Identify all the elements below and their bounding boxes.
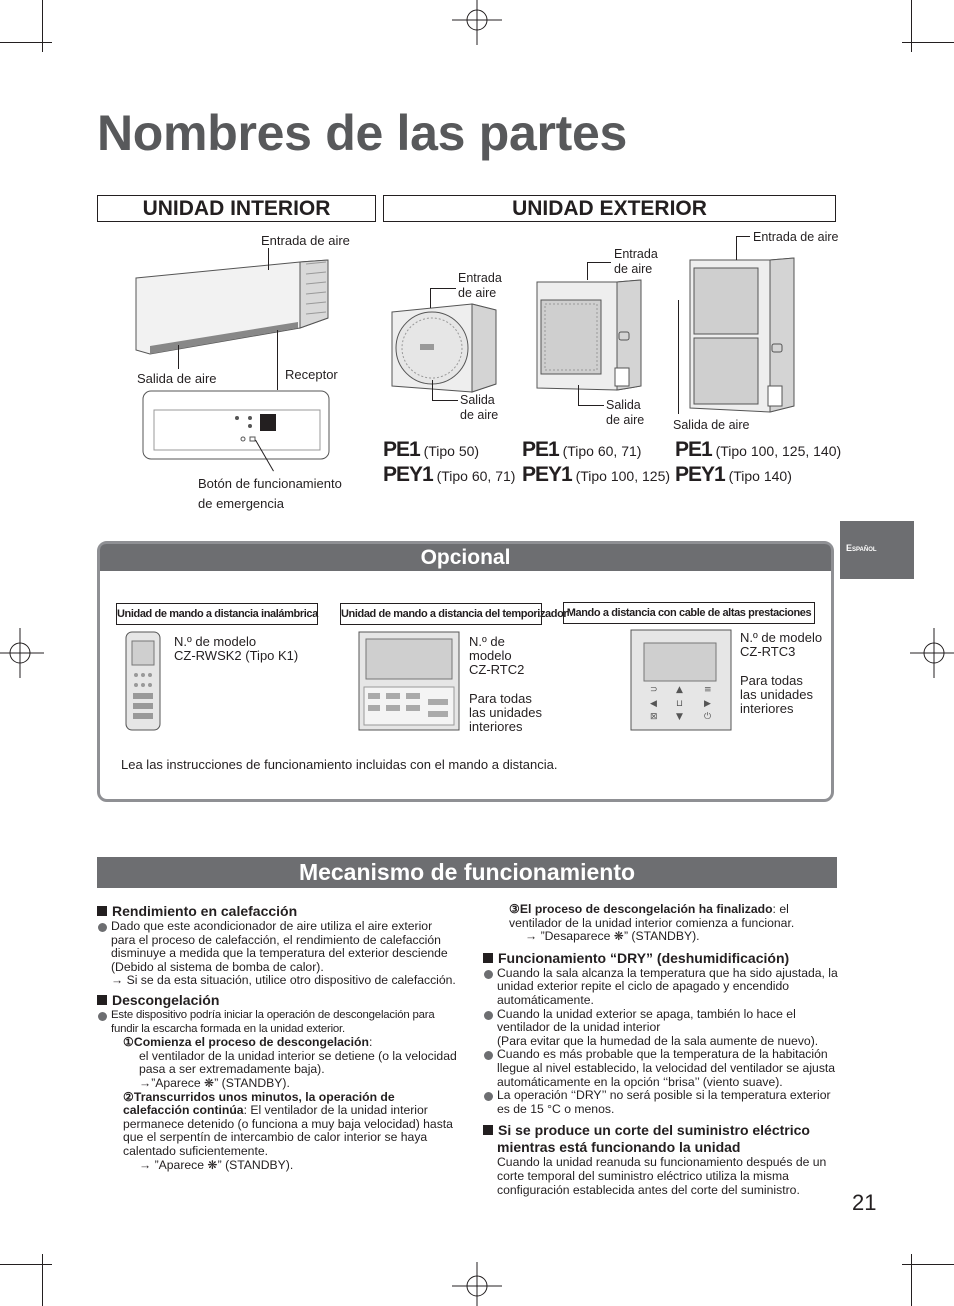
optional-model-label: N.º de modelo [174, 634, 257, 649]
indoor-unit-header: UNIDAD INTERIOR [97, 195, 376, 222]
outdoor-unit-small [390, 300, 500, 395]
optional-applicability: interiores [740, 701, 794, 716]
optional-model-label: modelo [469, 648, 512, 663]
optional-model-number: CZ-RTC3 [740, 644, 796, 659]
step-text: : El ventilador de la unidad interior permanece detenido (o funciona a muy baja velocidad) hasta que el serpentín de intercambio de calor interior se haya calentado suficientemente. [123, 1103, 453, 1158]
dry-note: (Para evitar que la humedad de la sala aumente de nuevo). [497, 1033, 819, 1048]
crop-mark [911, 0, 912, 52]
leader-line [587, 262, 611, 263]
leader-line [430, 288, 431, 308]
language-tab-label: Español [846, 543, 877, 553]
mechanism-header: Mecanismo de funcionamiento [97, 857, 837, 888]
optional-applicability: Para todas [469, 691, 532, 706]
optional-header: Opcional [100, 544, 831, 571]
registration-mark [0, 628, 44, 678]
optional-applicability: las unidades [469, 705, 542, 720]
language-tab [840, 521, 914, 579]
svg-text:⊔: ⊔ [676, 699, 684, 709]
outdoor2-outlet-label-1: Salida [606, 398, 641, 412]
defrost-step-1: ①Comienza el proceso de descongelación: [123, 1035, 373, 1050]
model-type: (Tipo 60, 71) [562, 443, 642, 459]
optional-applicability: Para todas [740, 673, 803, 688]
leader-line [178, 345, 179, 369]
model-pe: PE1 [522, 438, 559, 461]
dry-title [483, 950, 841, 967]
leader-line [268, 248, 269, 270]
wireless-remote-illustration [124, 631, 162, 731]
model-line-3-pey [675, 465, 792, 486]
heading-text: Funcionamiento “DRY” (deshumidificación) [498, 949, 790, 966]
optional-item-title: Mando a distancia con cable de altas prestaciones [563, 602, 815, 624]
model-type: (Tipo 100, 125) [575, 468, 671, 484]
square-bullet-icon [97, 906, 107, 916]
model-pe: PE1 [675, 438, 712, 461]
outdoor-unit-large [688, 256, 798, 416]
defrost-step-1-arrow: →”Aparece ❋” (STANDBY). [139, 1075, 290, 1090]
indoor-air-outlet-label: Salida de aire [137, 371, 217, 386]
step-title: ②Transcurridos unos minutos, la operación de calefacción continúa [123, 1089, 395, 1118]
outdoor1-intake-label-2: de aire [458, 286, 497, 300]
crop-mark [0, 1264, 52, 1265]
indoor-unit-illustration [130, 250, 330, 360]
optional-applicability: interiores [469, 719, 523, 734]
defrost-step-3-arrow: → ”Desaparece ❋” (STANDBY). [525, 929, 700, 944]
heating-arrow: → Si se da esta situación, utilice otro dispositivo de calefacción. [111, 973, 456, 988]
svg-text:▶: ▶ [704, 699, 711, 709]
model-line-3-pe [675, 440, 841, 461]
defrost-step-1-text: el ventilador de la unidad interior se detiene (o la velocidad pasa a ser extremadamente baja). [139, 1048, 457, 1077]
crop-mark [42, 1254, 43, 1306]
heading-text: Si se produce un corte del suministro eléctrico mientras está funcionando la unidad [497, 1122, 810, 1156]
defrost-title [97, 992, 459, 1009]
receiver-label: Receptor [285, 367, 338, 382]
timer-remote-illustration [358, 631, 460, 731]
square-bullet-icon [483, 953, 493, 963]
dry-bullet: Cuando la sala alcanza la temperatura que ha sido ajustada, la unidad exterior repite el ciclo de apagado y encendido automáticamente. [483, 967, 841, 1008]
model-line-1-pey [383, 465, 515, 486]
heading-text: Rendimiento en calefacción [112, 903, 298, 919]
model-type: (Tipo 140) [728, 468, 792, 484]
dry-bullet: Cuando es más probable que la temperatura de la habitación llegue al nivel establecido, la velocidad del ventilador se ajusta automáticamente en la opción ‘‘brisa’’ (viento suave). [483, 1048, 841, 1089]
model-line-1-pe [383, 440, 479, 461]
svg-text:▲: ▲ [676, 685, 683, 695]
svg-text:▼: ▼ [676, 712, 683, 722]
model-pey: PEY1 [383, 463, 433, 486]
mechanism-right-column [483, 903, 841, 1197]
optional-item-title: Unidad de mando a distancia del temporizador [340, 603, 542, 625]
page-number: 21 [852, 1190, 877, 1215]
outdoor1-intake-label-1: Entrada [458, 271, 502, 285]
heating-title [97, 903, 459, 920]
outdoor3-outlet-label: Salida de aire [673, 418, 750, 432]
defrost-step-3 [483, 903, 841, 930]
svg-text:⏻: ⏻ [704, 712, 712, 722]
emergency-button-label-2: de emergencia [198, 496, 284, 511]
optional-model-number: CZ-RTC2 [469, 662, 525, 677]
outdoor2-outlet-label-2: de aire [606, 413, 645, 427]
crop-mark [42, 0, 43, 52]
defrost-step-2 [97, 1091, 459, 1159]
registration-mark [452, 1262, 502, 1306]
model-type: (Tipo 100, 125, 140) [715, 443, 842, 459]
outdoor-unit-medium [535, 278, 645, 398]
dry-bullet: La operación ‘‘DRY’’ no será posible si la temperatura exterior es de 15 °C o menos. [483, 1089, 841, 1116]
indoor-display-panel [142, 390, 330, 460]
defrost-bullet: Este dispositivo podría iniciar la operación de descongelación para fundir la escarcha formada en la unidad exterior. [97, 1009, 459, 1036]
wired-remote-illustration [630, 629, 732, 731]
outdoor-unit-header: UNIDAD EXTERIOR [383, 195, 836, 222]
optional-applicability: las unidades [740, 687, 813, 702]
svg-text:≡: ≡ [704, 685, 712, 695]
model-pe: PE1 [383, 438, 420, 461]
heating-note: (Debido al sistema de bomba de calor). [111, 959, 324, 974]
crop-mark [902, 42, 954, 43]
power-text: Cuando la unidad reanuda su funcionamiento después de un corte temporal del suministro eléctrico utiliza la misma configuración establecida antes del corte del suministro. [497, 1155, 827, 1197]
optional-model-number: CZ-RWSK2 (Tipo K1) [174, 648, 299, 663]
registration-mark [452, 0, 502, 45]
model-pey: PEY1 [675, 463, 725, 486]
leader-line [736, 236, 750, 237]
leader-line [277, 330, 278, 390]
heading-text: Descongelación [112, 991, 220, 1008]
crop-mark [911, 1254, 912, 1306]
svg-text:⊃: ⊃ [650, 685, 658, 695]
model-type: (Tipo 60, 71) [436, 468, 516, 484]
model-line-2-pey [522, 465, 670, 486]
page-title: Nombres de las partes [97, 105, 628, 161]
mechanism-left-column [97, 903, 459, 1172]
optional-item-title: Unidad de mando a distancia inalámbrica [116, 603, 318, 625]
optional-model-label: N.º de modelo [740, 630, 823, 645]
leader-line [578, 385, 579, 405]
svg-text:◀: ◀ [650, 699, 657, 709]
model-pey: PEY1 [522, 463, 572, 486]
defrost-step-2-arrow: → ”Aparece ❋” (STANDBY). [139, 1157, 294, 1172]
leader-line [736, 236, 737, 260]
step-text: : el ventilador de la unidad interior comienza a funcionar. [509, 902, 795, 930]
model-type: (Tipo 50) [423, 443, 480, 459]
outdoor1-outlet-label-2: de aire [460, 408, 499, 422]
optional-model-label: N.º de [469, 634, 505, 649]
indoor-air-intake-label: Entrada de aire [261, 233, 350, 248]
crop-mark [0, 42, 52, 43]
registration-mark [910, 628, 954, 678]
step-title: ①Comienza el proceso de descongelación [123, 1035, 369, 1050]
leader-line [578, 405, 604, 406]
square-bullet-icon [97, 995, 107, 1005]
crop-mark [902, 1264, 954, 1265]
leader-line [432, 400, 458, 401]
outdoor1-outlet-label-1: Salida [460, 393, 495, 407]
model-line-2-pe [522, 440, 641, 461]
optional-note: Lea las instrucciones de funcionamiento incluidas con el mando a distancia. [121, 757, 558, 772]
outdoor3-intake-label: Entrada de aire [753, 230, 839, 244]
outdoor2-intake-label-1: Entrada [614, 247, 658, 261]
leader-line [430, 288, 456, 289]
step-title: ③El proceso de descongelación ha finalizado [509, 902, 773, 916]
leader-line [432, 380, 433, 400]
heating-bullet: Dado que este acondicionador de aire utiliza el aire exterior para el proceso de calefacción, el rendimiento de calefacción disminuye a medida que la temperatura del exterior desciende [97, 920, 459, 961]
svg-text:⊠: ⊠ [650, 712, 658, 722]
power-title [483, 1122, 841, 1156]
emergency-button-label-1: Botón de funcionamiento [198, 476, 342, 491]
dry-bullet: Cuando la unidad exterior se apaga, también lo hace el ventilador de la unidad interior [483, 1008, 841, 1035]
outdoor2-intake-label-2: de aire [614, 262, 653, 276]
leader-line [678, 300, 679, 414]
square-bullet-icon [483, 1125, 493, 1135]
leader-line [587, 262, 588, 280]
